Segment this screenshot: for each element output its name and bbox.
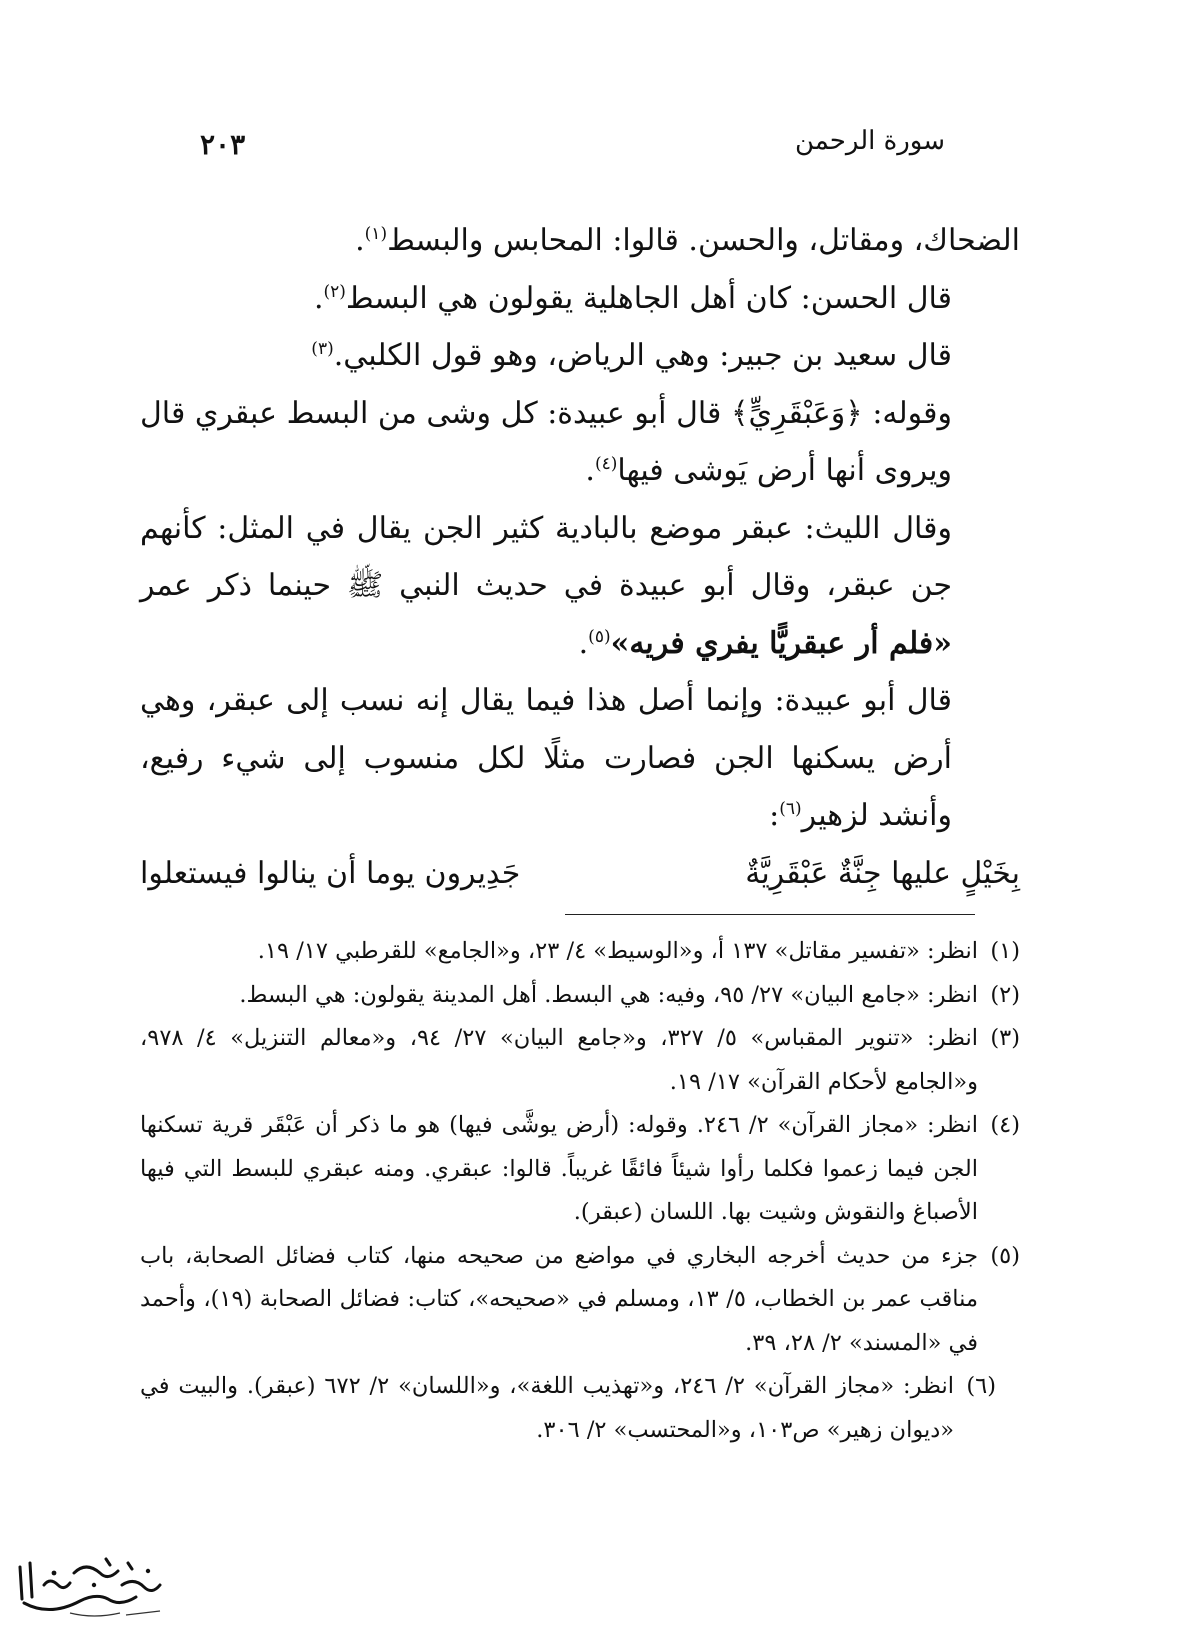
paragraph-2: قال الحسن: كان أهل الجاهلية يقولون هي البسط$^{(٢)}$.: [313, 280, 952, 316]
footnote-text: جزء من حديث أخرجه البخاري في مواضع من صحيحه منها، كتاب فضائل الصحابة، باب مناقب عمر بن الخطاب، ٥/ ١٣، ومسلم في «صحيحه»، كتاب: فضائل الصحابة (١٩)، وأحمد في «المسند» ٢/ ٢٨، ٣٩.: [140, 1242, 979, 1356]
footnote-number: (٥): [990, 1242, 1020, 1269]
footnote-number: (٤): [990, 1112, 1020, 1138]
paragraph-4: وقوله: ﴿وَعَبْقَرِيٍّ﴾ قال أبو عبيدة: كل وشى من البسط عبقري قال ويروى أنها أرض يَوشى فيها$^{(٤)}$.: [140, 395, 952, 488]
footnotes: [140, 930, 1020, 1452]
footnote-text: انظر: «مجاز القرآن» ٢/ ٢٤٦، و«تهذيب اللغة»، و«اللسان» ٢/ ٦٧٢ (عبقر). والبيت في «ديوان زهير» ص١٠٣، و«المحتسب» ٢/ ٣٠٦.: [140, 1373, 955, 1443]
verse-second-hemistich: جَدِيرون يوما أن ينالوا فيستعلوا: [140, 855, 521, 891]
poetry-verse: [140, 845, 1020, 903]
publisher-seal-icon: [10, 1555, 170, 1623]
paragraph-5: وقال الليث: عبقر موضع بالبادية كثير الجن يقال في المثل: كأنهم جن عبقر، وقال أبو عبيدة في حديث النبي ﷺ حينما ذكر عمر «فلم أر عبقريًّا يفري فريه»$^{(٥)}$.: [140, 510, 952, 661]
footnote-ref-3[interactable]: (٣): [311, 339, 334, 359]
footnote-number: (٦): [966, 1373, 996, 1399]
footnote-separator: [565, 914, 975, 915]
footnote-ref-6[interactable]: (٦): [779, 799, 802, 819]
footnote-ref-5[interactable]: (٥): [588, 626, 611, 647]
footnote-text: انظر: «مجاز القرآن» ٢/ ٢٤٦. وقوله: (أرض يوشَّى فيها) هو ما ذكر أن عَبْقَر قرية تسكنها الجن فيما زعموا فكلما رأوا شيئاً فائقًا غريباً. قالوا: عبقري. ومنه عبقري للبسط التي فيها الأصباغ والنقوش وشيت بها. اللسان (عبقر).: [140, 1112, 978, 1225]
footnote-number: (٢): [990, 981, 1020, 1008]
footnote-number: (١): [990, 938, 1020, 964]
paragraph-6: قال أبو عبيدة: وإنما أصل هذا فيما يقال إنه نسب إلى عبقر، وهي أرض يسكنها الجن فصارت مثلًا لكل منسوب إلى شيء رفيع، وأنشد لزهير$^{(٦)}$:: [140, 683, 952, 833]
footnote-6: [140, 1365, 1020, 1452]
hadith-quote: «فلم أر عبقريًّا يفري فريه»: [610, 625, 952, 661]
footnote-text: انظر: «تنوير المقباس» ٥/ ٣٢٧، و«جامع البيان» ٢٧/ ٩٤، و«معالم التنزيل» ٤/ ٩٧٨، و«الجامع لأحكام القرآن» ١٧/ ١٩.: [140, 1025, 979, 1095]
footnote-ref-2[interactable]: (٢): [323, 281, 346, 302]
footnote-ref-1[interactable]: (١): [364, 224, 388, 244]
page-header: [200, 118, 945, 168]
footnote-3: [140, 1017, 1020, 1104]
footnote-number: (٣): [990, 1025, 1020, 1051]
paragraph-1: الضحاك، ومقاتل، والحسن. قالوا: المحابس والبسط$^{(١)}$.: [355, 223, 1020, 258]
footnote-ref-4[interactable]: (٤): [594, 454, 618, 474]
running-title: سورة الرحمن: [794, 126, 945, 156]
verse-first-hemistich: بِخَيْلٍ عليها جِنَّةٌ عَبْقَرِيَّةٌ: [745, 855, 1020, 891]
main-text: [140, 212, 1020, 902]
footnote-4: [140, 1104, 1020, 1235]
page-number: ٢٠٣: [200, 128, 246, 161]
footnote-2: [140, 974, 1020, 1018]
paragraph-3: قال سعيد بن جبير: وهي الرياض، وهو قول الكلبي.$^{(٣)}$: [311, 338, 952, 373]
footnote-1: [140, 930, 1020, 974]
footnote-text: انظر: «جامع البيان» ٢٧/ ٩٥، وفيه: هي البسط. أهل المدينة يقولون: هي البسط.: [239, 981, 978, 1008]
footnote-5: [140, 1235, 1020, 1366]
footnote-text: انظر: «تفسير مقاتل» ١٣٧ أ، و«الوسيط» ٤/ ٢٣، و«الجامع» للقرطبي ١٧/ ١٩.: [257, 938, 978, 964]
